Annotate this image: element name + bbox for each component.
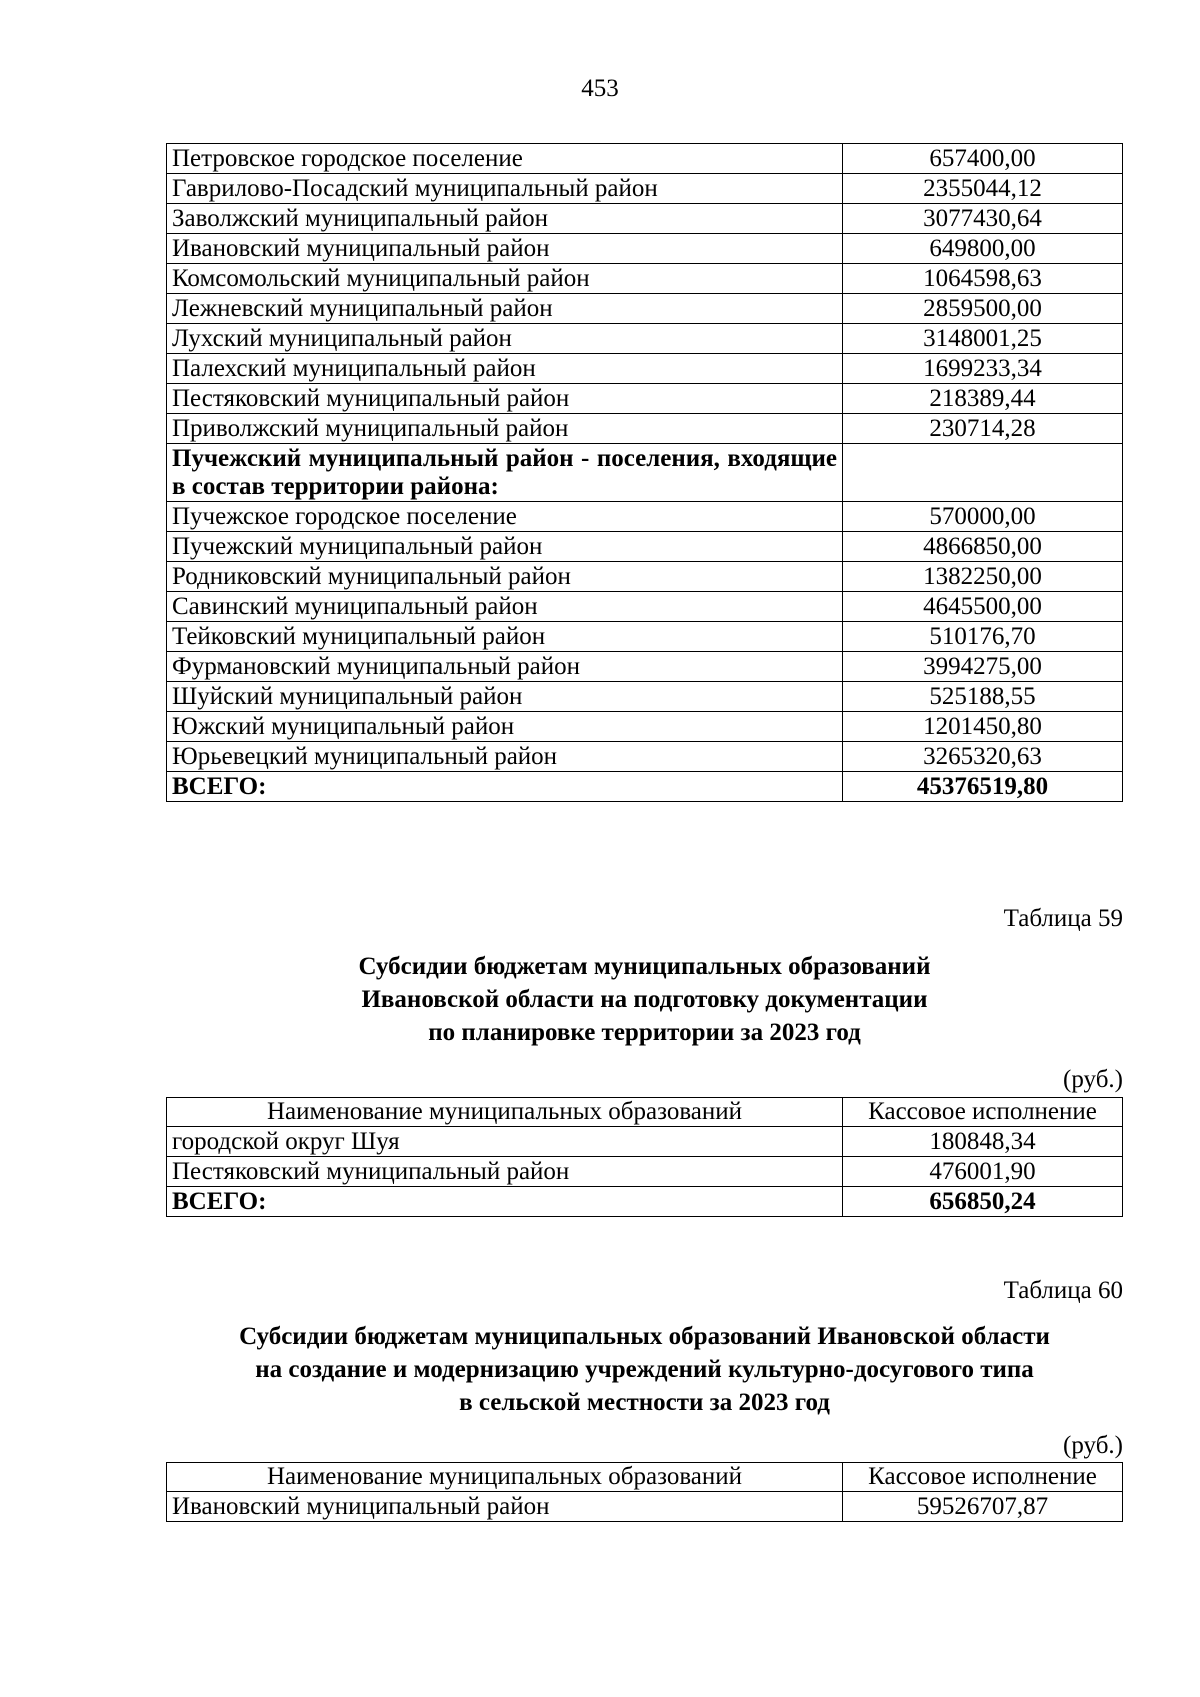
amount-value: 230714,28: [843, 414, 1123, 444]
total-amount: 656850,24: [843, 1187, 1123, 1217]
group-heading: Пучежский муниципальный район - поселения, входящие в состав территории района:: [167, 444, 843, 502]
title-line: в сельской местности за 2023 год: [459, 1389, 830, 1416]
table-row: [167, 742, 1123, 772]
amount-value: 476001,90: [843, 1157, 1123, 1187]
table-row: [167, 592, 1123, 622]
unit-label: (руб.): [1063, 1066, 1123, 1093]
table-row: [167, 712, 1123, 742]
table-body: [167, 1463, 1123, 1522]
amount-value: 2355044,12: [843, 174, 1123, 204]
header-row: [167, 1098, 1123, 1127]
amount-value: 649800,00: [843, 234, 1123, 264]
municipality-name: Пестяковский муниципальный район: [167, 384, 843, 414]
column-header-name: Наименование муниципальных образований: [167, 1463, 843, 1492]
municipality-name: Петровское городское поселение: [167, 144, 843, 174]
table-caption: Таблица 59: [1003, 905, 1123, 932]
table-row: [167, 144, 1123, 174]
amount-value: 2859500,00: [843, 294, 1123, 324]
total-amount: 45376519,80: [843, 772, 1123, 802]
municipality-name: Пучежское городское поселение: [167, 502, 843, 532]
municipality-name: Ивановский муниципальный район: [167, 234, 843, 264]
table-row: [167, 622, 1123, 652]
table-row: [167, 414, 1123, 444]
municipality-name: Ивановский муниципальный район: [167, 1492, 843, 1522]
total-label: ВСЕГО:: [167, 772, 843, 802]
municipality-name: Лежневский муниципальный район: [167, 294, 843, 324]
municipality-name: Юрьевецкий муниципальный район: [167, 742, 843, 772]
municipality-name: Заволжский муниципальный район: [167, 204, 843, 234]
table-row: [167, 502, 1123, 532]
amount-value: 180848,34: [843, 1127, 1123, 1157]
amount-value: 3077430,64: [843, 204, 1123, 234]
total-row: [167, 772, 1123, 802]
title-line: Субсидии бюджетам муниципальных образований Ивановской области: [239, 1323, 1050, 1350]
unit-label: (руб.): [1063, 1432, 1123, 1459]
title-line: на создание и модернизацию учреждений культурно-досугового типа: [255, 1356, 1034, 1383]
amount-value: 1201450,80: [843, 712, 1123, 742]
amount-value: 59526707,87: [843, 1492, 1123, 1522]
table-row: [167, 652, 1123, 682]
municipality-name: Фурмановский муниципальный район: [167, 652, 843, 682]
table-row: [167, 204, 1123, 234]
amount-value: 1699233,34: [843, 354, 1123, 384]
municipality-name: Палехский муниципальный район: [167, 354, 843, 384]
municipality-name: Шуйский муниципальный район: [167, 682, 843, 712]
section-title: [166, 1320, 1123, 1419]
table-row-group-heading: [167, 444, 1123, 502]
amount-value: [843, 444, 1123, 502]
subsidy-table-culture: [166, 1462, 1123, 1522]
table-row: [167, 324, 1123, 354]
amount-value: 1064598,63: [843, 264, 1123, 294]
amount-value: 510176,70: [843, 622, 1123, 652]
table-row: [167, 1127, 1123, 1157]
amount-value: 1382250,00: [843, 562, 1123, 592]
amount-value: 3148001,25: [843, 324, 1123, 354]
municipality-name: Пучежский муниципальный район: [167, 532, 843, 562]
column-header-amount: Кассовое исполнение: [843, 1098, 1123, 1127]
table-row: [167, 234, 1123, 264]
municipality-name: Южский муниципальный район: [167, 712, 843, 742]
table-row: [167, 384, 1123, 414]
header-row: [167, 1463, 1123, 1492]
municipality-name: Савинский муниципальный район: [167, 592, 843, 622]
amount-value: 570000,00: [843, 502, 1123, 532]
table-row: [167, 174, 1123, 204]
table-body: [167, 1098, 1123, 1217]
table-row: [167, 354, 1123, 384]
amount-value: 657400,00: [843, 144, 1123, 174]
table-row: [167, 1157, 1123, 1187]
title-line: Субсидии бюджетам муниципальных образований: [358, 953, 931, 980]
subsidy-table-continuation: [166, 143, 1123, 802]
municipality-name: Приволжский муниципальный район: [167, 414, 843, 444]
column-header-name: Наименование муниципальных образований: [167, 1098, 843, 1127]
municipality-name: городской округ Шуя: [167, 1127, 843, 1157]
title-line: по планировке территории за 2023 год: [428, 1019, 861, 1046]
table-row: [167, 562, 1123, 592]
amount-value: 3265320,63: [843, 742, 1123, 772]
municipality-name: Комсомольский муниципальный район: [167, 264, 843, 294]
amount-value: 3994275,00: [843, 652, 1123, 682]
subsidy-table-planning: [166, 1097, 1123, 1217]
column-header-amount: Кассовое исполнение: [843, 1463, 1123, 1492]
total-label: ВСЕГО:: [167, 1187, 843, 1217]
table-caption: Таблица 60: [1003, 1277, 1123, 1304]
section-title: [166, 950, 1123, 1049]
amount-value: 4866850,00: [843, 532, 1123, 562]
municipality-name: Пестяковский муниципальный район: [167, 1157, 843, 1187]
amount-value: 218389,44: [843, 384, 1123, 414]
title-line: Ивановской области на подготовку документации: [361, 986, 928, 1013]
total-row: [167, 1187, 1123, 1217]
municipality-name: Тейковский муниципальный район: [167, 622, 843, 652]
table-row: [167, 294, 1123, 324]
table-body: [167, 144, 1123, 802]
municipality-name: Гаврилово-Посадский муниципальный район: [167, 174, 843, 204]
municipality-name: Лухский муниципальный район: [167, 324, 843, 354]
table-row: [167, 532, 1123, 562]
amount-value: 4645500,00: [843, 592, 1123, 622]
amount-value: 525188,55: [843, 682, 1123, 712]
table-row: [167, 264, 1123, 294]
municipality-name: Родниковский муниципальный район: [167, 562, 843, 592]
table-row: [167, 682, 1123, 712]
page-number: 453: [581, 75, 619, 102]
table-row: [167, 1492, 1123, 1522]
